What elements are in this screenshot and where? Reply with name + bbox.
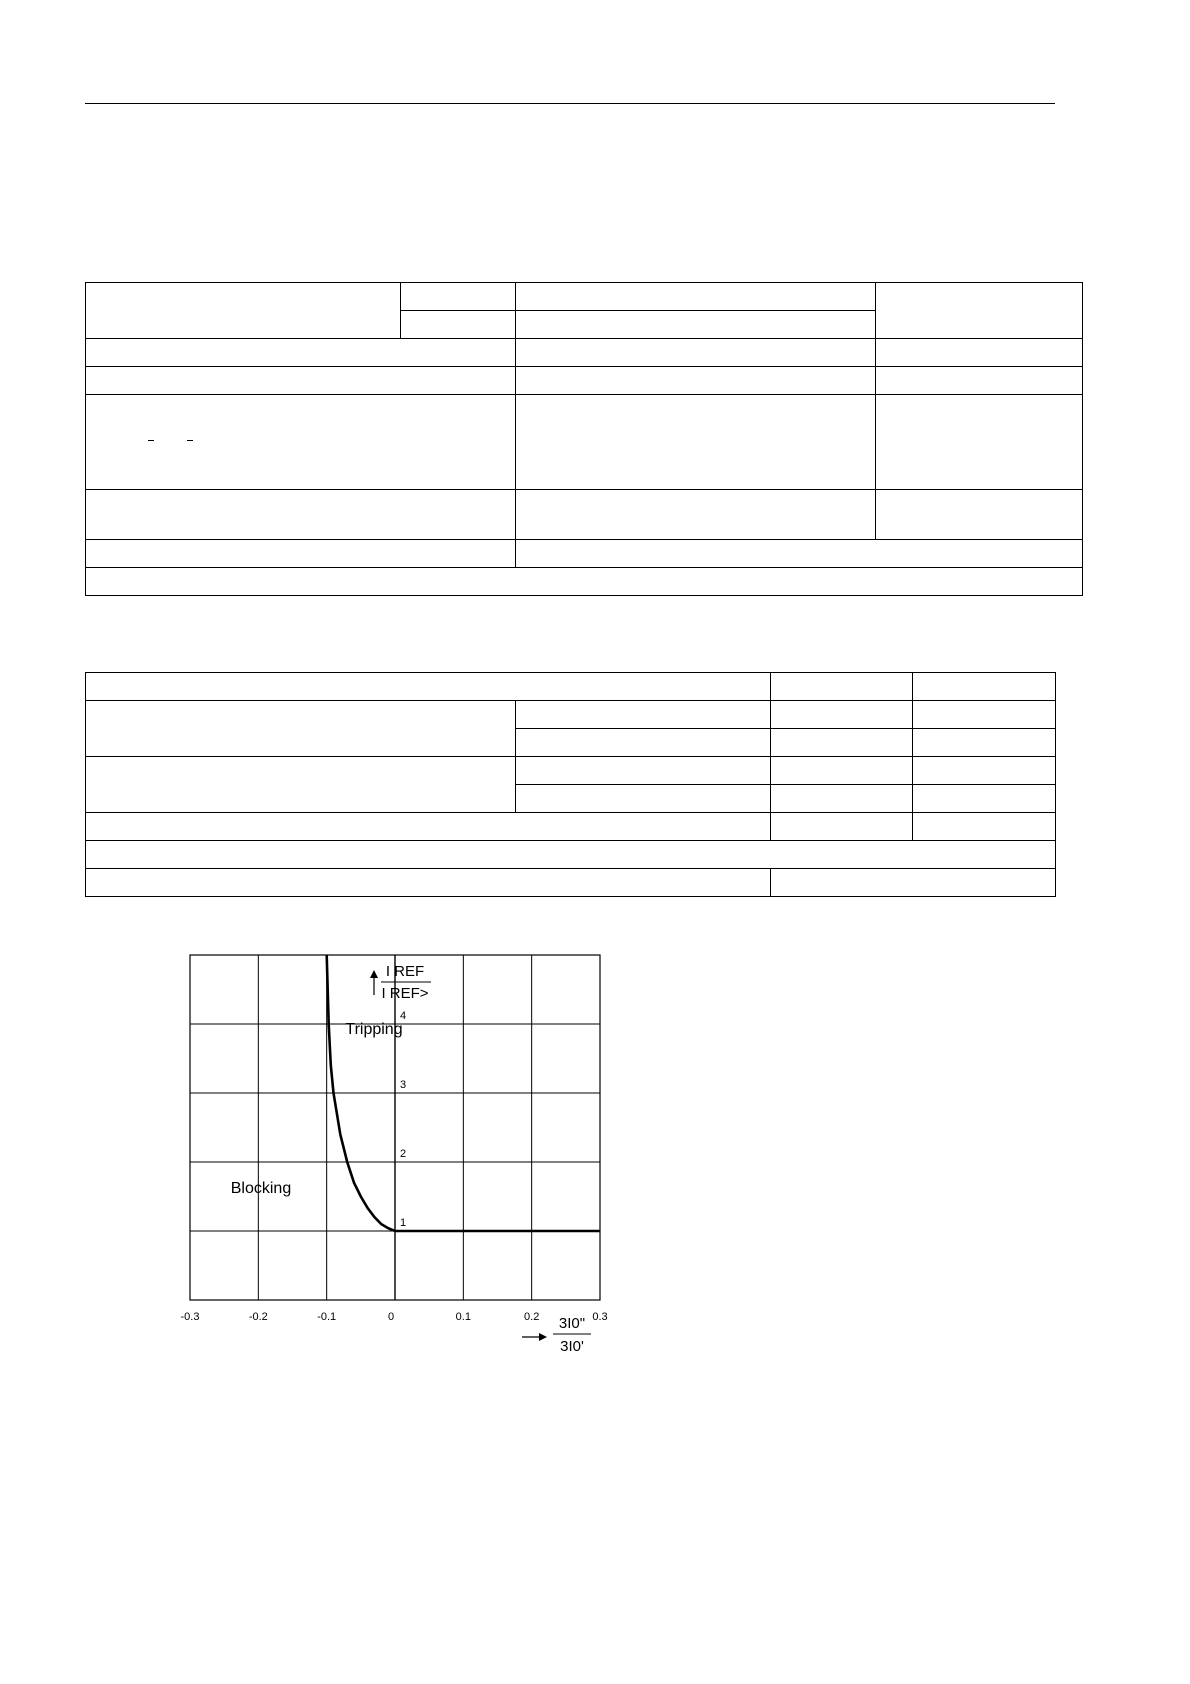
table-2-cell xyxy=(86,813,771,841)
x-tick-label: -0.2 xyxy=(248,1311,268,1323)
table-2-cell xyxy=(516,729,771,757)
table-2-cell xyxy=(771,785,913,813)
table-2-cell xyxy=(771,869,1056,897)
table-2-cell xyxy=(771,701,913,729)
table-2-cell xyxy=(771,757,913,785)
y-axis-label xyxy=(370,963,431,1002)
table-1-cell xyxy=(876,283,1083,339)
table-2-cell xyxy=(771,813,913,841)
table-2-cell xyxy=(86,757,516,813)
y-tick-label: 2 xyxy=(400,1148,407,1160)
y-tick-label: 1 xyxy=(400,1217,407,1229)
table-2-cell xyxy=(516,701,771,729)
table-1-cell xyxy=(516,311,876,339)
table-1-cell xyxy=(516,395,876,490)
table-2-cell xyxy=(913,673,1056,701)
table-1-cell xyxy=(876,395,1083,490)
table-1-cell xyxy=(86,283,401,339)
table-2-cell xyxy=(913,757,1056,785)
region-label-tripping: Tripping xyxy=(345,1021,403,1038)
table-2-cell xyxy=(516,785,771,813)
y-tick-label: 4 xyxy=(400,1010,407,1022)
table-1-cell xyxy=(516,490,876,540)
table-1-cell xyxy=(86,367,516,395)
table-1-cell xyxy=(516,339,876,367)
table-2-cell xyxy=(86,673,771,701)
small-mark xyxy=(148,440,154,441)
table-1-cell xyxy=(516,367,876,395)
x-label-denominator: 3I0' xyxy=(560,1338,584,1355)
header-rule xyxy=(85,103,1055,104)
grid-lines xyxy=(190,955,600,1300)
table-1-cell xyxy=(86,490,516,540)
table-1-cell xyxy=(86,568,1083,596)
table-1-cell xyxy=(876,490,1083,540)
region-label-blocking: Blocking xyxy=(230,1180,292,1197)
y-tick-labels xyxy=(400,1010,406,1229)
table-1-cell xyxy=(876,339,1083,367)
table-1-cell xyxy=(86,395,516,490)
table-2-cell xyxy=(516,757,771,785)
table-2-cell xyxy=(913,729,1056,757)
x-tick-label: 0.2 xyxy=(524,1311,540,1323)
table-1-cell xyxy=(401,283,516,311)
table-1-cell xyxy=(86,339,516,367)
table-2-cell xyxy=(913,813,1056,841)
table-2-cell xyxy=(771,729,913,757)
x-tick-label: -0.1 xyxy=(317,1311,337,1323)
table-2-cell xyxy=(913,785,1056,813)
table-2 xyxy=(85,672,1056,897)
y-label-numerator: I REF xyxy=(385,963,425,980)
x-tick-label: 0.3 xyxy=(592,1311,608,1323)
arrow-up-head-icon xyxy=(370,970,378,978)
table-1 xyxy=(85,282,1083,596)
table-2-cell xyxy=(913,701,1056,729)
table-1-cell xyxy=(516,283,876,311)
ref-characteristic-chart xyxy=(175,945,635,1365)
table-2-cell xyxy=(86,701,516,757)
table-1-cell xyxy=(516,540,1083,568)
x-tick-label: 0.1 xyxy=(455,1311,471,1323)
x-tick-label: 0 xyxy=(387,1311,395,1323)
y-label-denominator: I REF> xyxy=(381,985,429,1002)
table-2-cell xyxy=(771,673,913,701)
y-tick-label: 3 xyxy=(400,1079,407,1091)
table-1-cell xyxy=(876,367,1083,395)
table-2-cell xyxy=(86,869,771,897)
x-tick-labels xyxy=(181,1311,608,1323)
small-mark xyxy=(187,440,193,441)
x-tick-label: -0.3 xyxy=(180,1311,200,1323)
x-label-numerator: 3I0" xyxy=(558,1315,586,1332)
table-1-cell xyxy=(86,540,516,568)
table-1-cell xyxy=(401,311,516,339)
arrow-right-head-icon xyxy=(539,1333,547,1341)
table-2-cell xyxy=(86,841,1056,869)
